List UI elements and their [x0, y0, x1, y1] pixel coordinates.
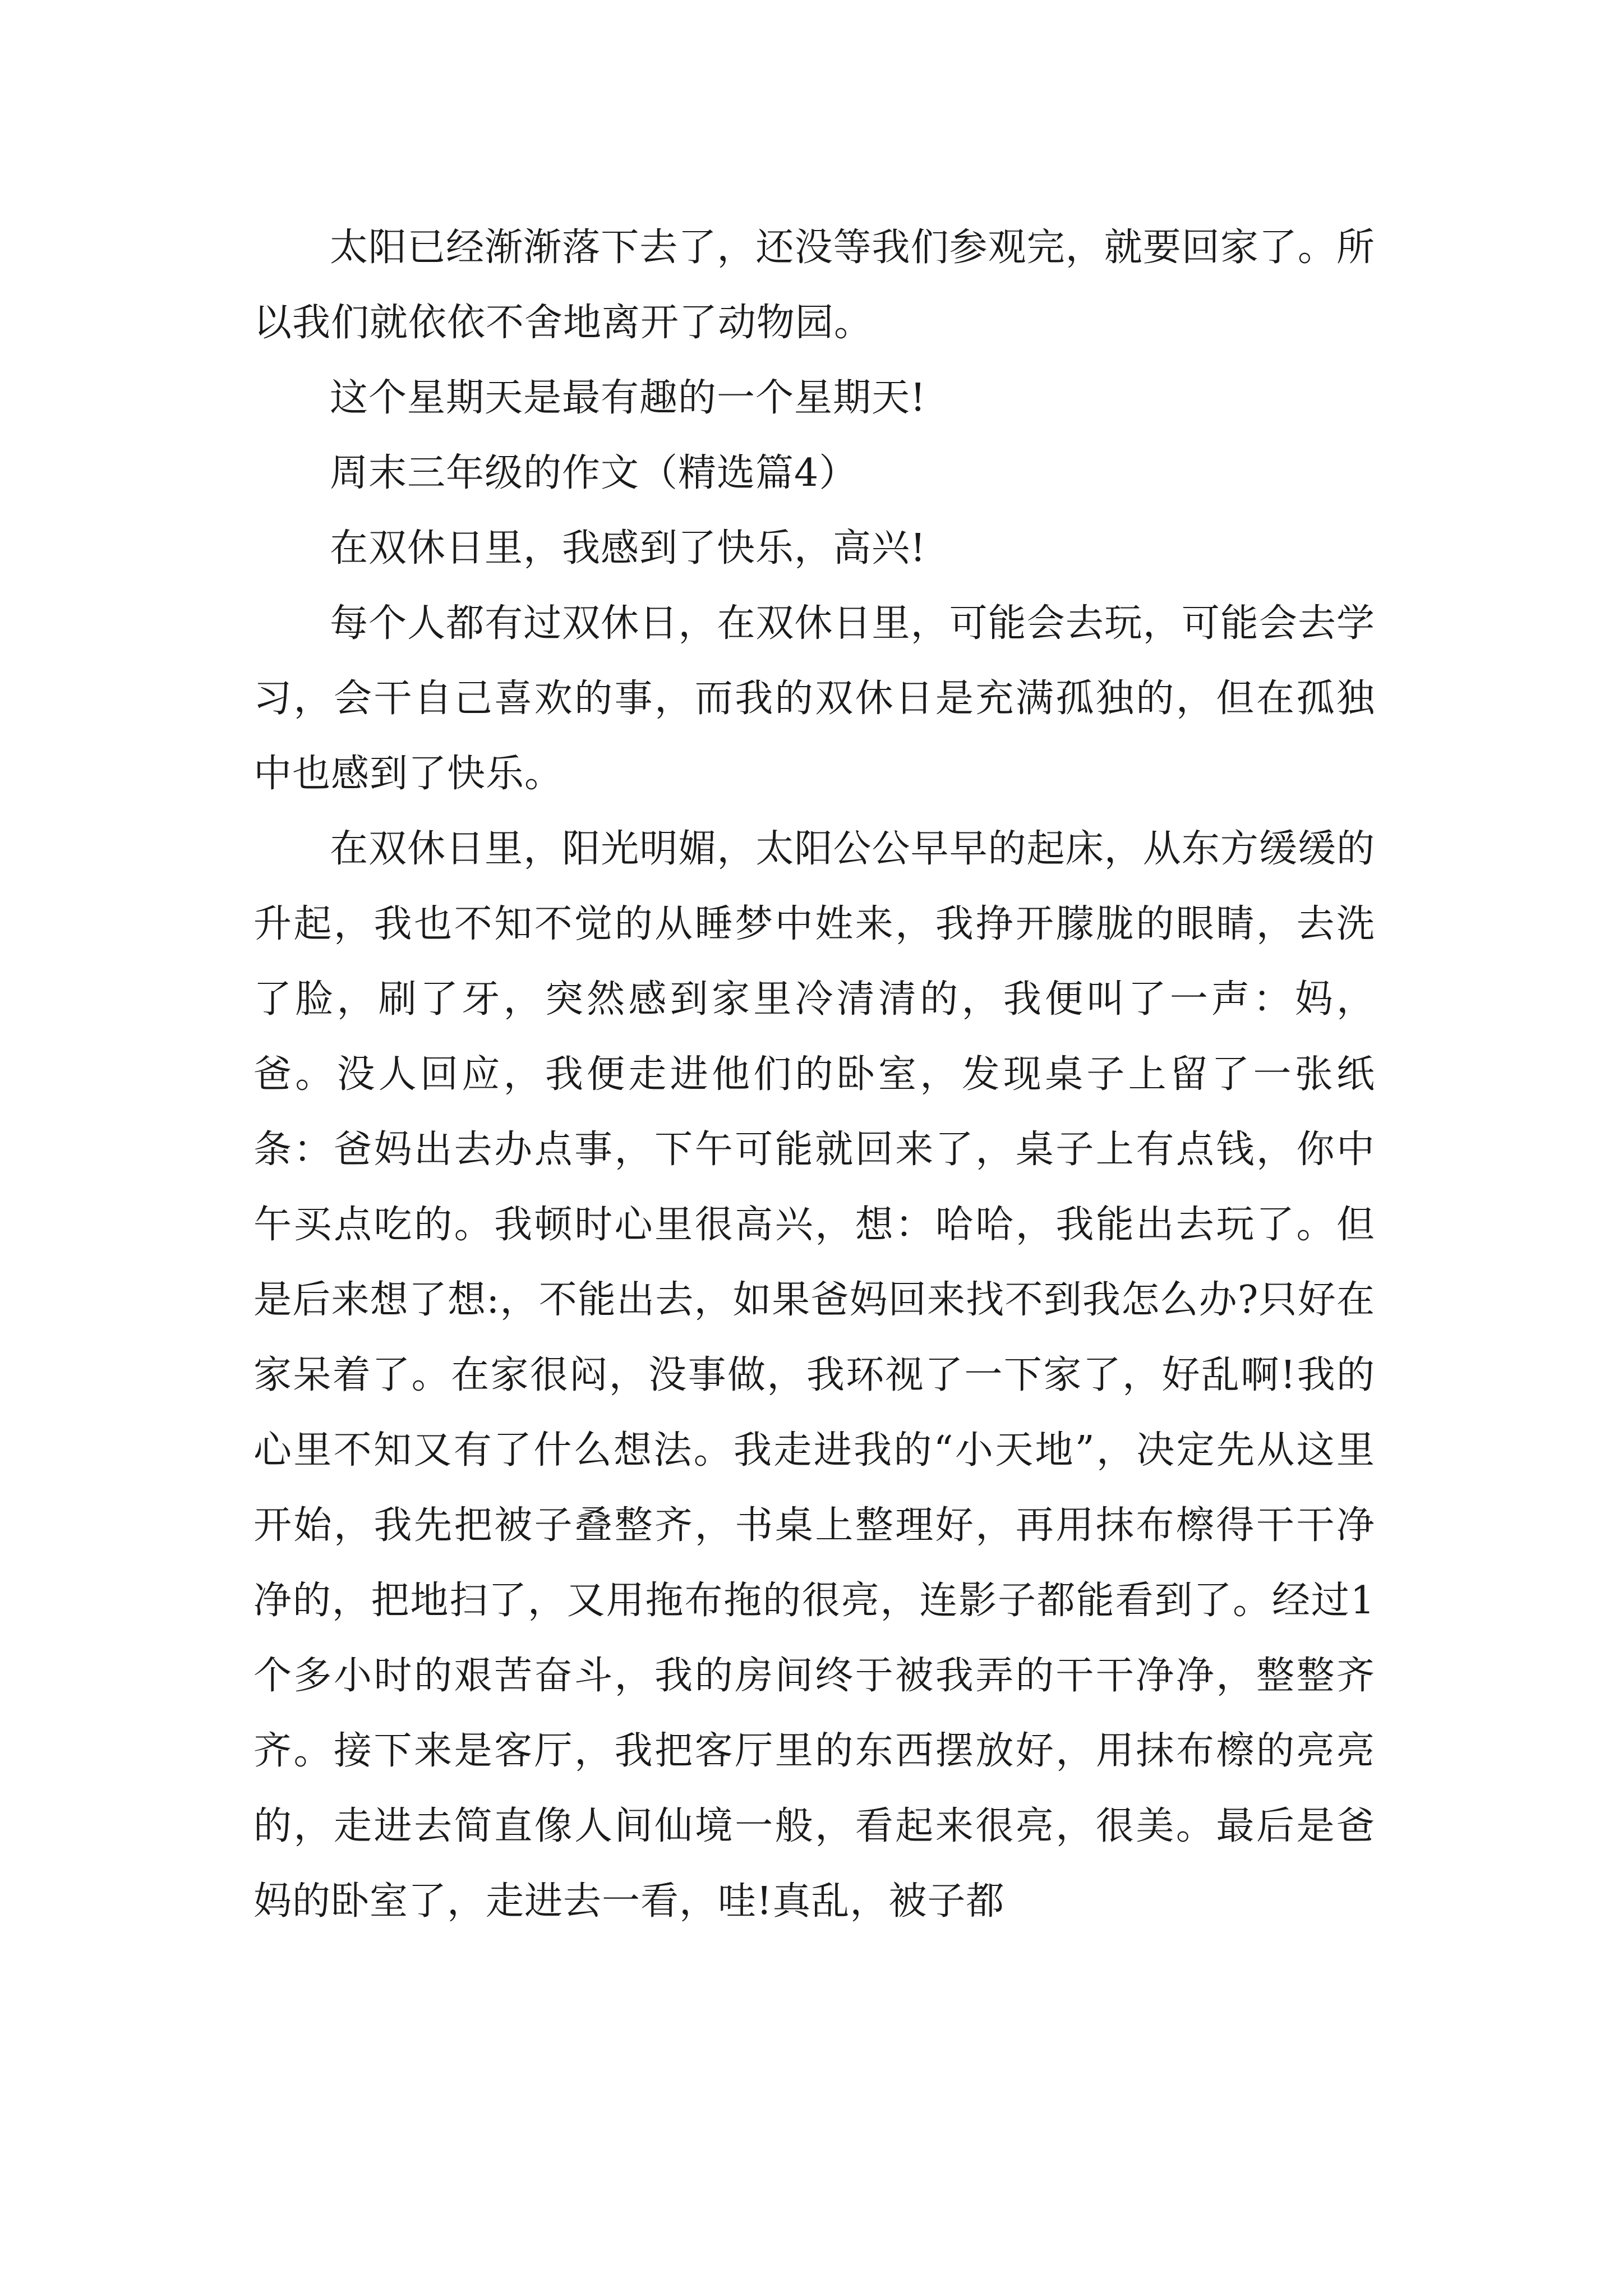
paragraph-interesting-sunday: 这个星期天是最有趣的一个星期天! [330, 376, 926, 420]
document-body [253, 210, 1375, 1939]
essay-heading: 周末三年级的作文（精选篇4） [330, 451, 858, 495]
paragraph-everyone-weekend: 每个人都有过双休日，在双休日里，可能会去玩，可能会去学习，会干自己喜欢的事，而我的双休日是充满孤独的，但在孤独中也感到了快乐。 [253, 601, 1375, 796]
paragraph-happy-weekend: 在双休日里，我感到了快乐，高兴! [330, 526, 926, 570]
paragraph-cleaning-story: 在双休日里，阳光明媚，太阳公公早早的起床，从东方缓缓的升起，我也不知不觉的从睡梦中姓来，我挣开朦胧的眼睛，去洗了脸，刷了牙，突然感到家里冷清清的，我便叫了一声：妈，爸。没人回应，我便走进他们的卧室，发现桌子上留了一张纸条：爸妈出去办点事，下午可能就回来了，桌子上有点钱，你中午买点吃的。我顿时心里很高兴，想：哈哈，我能出去玩了。但是后来想了想:，不能出去，如果爸妈回来找不到我怎么办?只好在家呆着了。在家很闷，没事做，我环视了一下家了，好乱啊!我的心里不知又有了什么想法。我走进我的“小天地”，决定先从这里开始，我先把被子叠整齐，书桌上整理好，再用抹布檫得干干净净的，把地扫了，又用拖布拖的很亮，连影子都能看到了。经过1个多小时的艰苦奋斗，我的房间终于被我弄的干干净净，整整齐齐。接下来是客厅，我把客厅里的东西摆放好，用抹布檫的亮亮的，走进去简直像人间仙境一般，看起来很亮，很美。最后是爸妈的卧室了，走进去一看，哇!真乱，被子都 [253, 827, 1375, 1924]
paragraph-zoo-ending: 太阳已经渐渐落下去了，还没等我们参观完，就要回家了。所以我们就依依不舍地离开了动物园。 [253, 226, 1375, 345]
